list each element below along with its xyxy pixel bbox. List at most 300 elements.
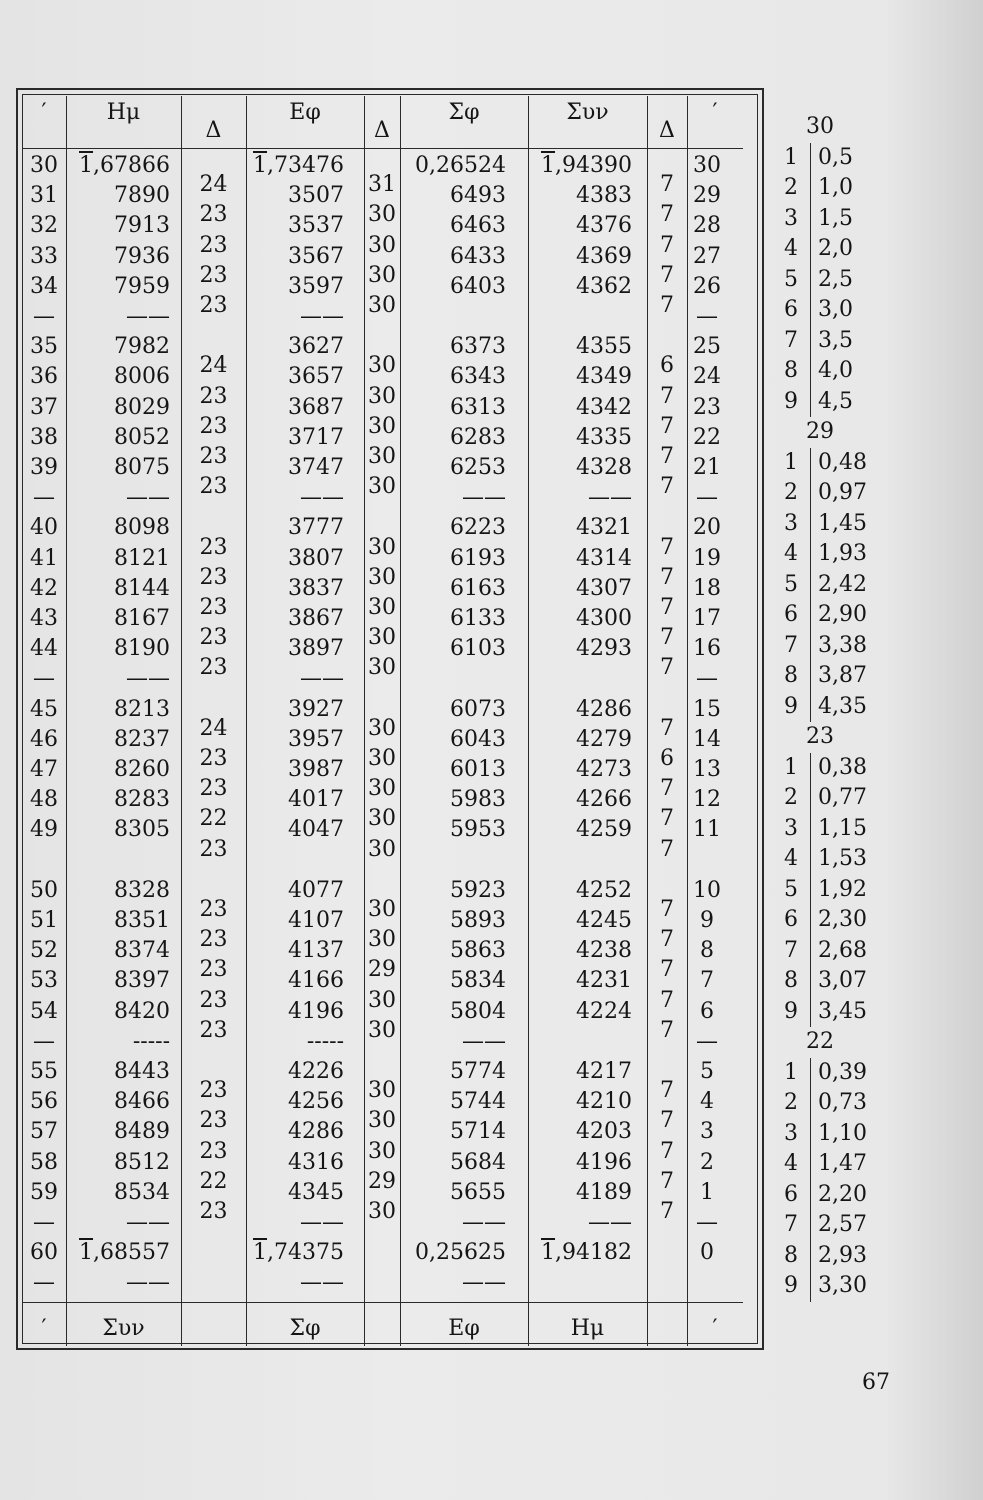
- diff-hm: 23: [199, 413, 228, 439]
- hm-value: 8237: [114, 726, 170, 752]
- pp-value: 4,35: [818, 693, 867, 719]
- minute-right: 17: [693, 606, 721, 631]
- diff-ef: 30: [368, 1108, 396, 1134]
- sf-value: ——: [462, 1270, 506, 1296]
- diff-sy: 7: [660, 443, 674, 469]
- diff-sy: 7: [660, 383, 674, 409]
- hm-value: 8029: [114, 394, 170, 420]
- ef-value: 4196: [288, 998, 344, 1024]
- sy-value: 4362: [576, 273, 632, 299]
- hm-value: 8121: [114, 545, 170, 571]
- minute-right: 27: [693, 243, 721, 269]
- diff-ef: 30: [368, 715, 396, 741]
- diff-hm: 23: [199, 474, 228, 500]
- sy-value: 4335: [576, 424, 632, 450]
- ef-value: 4166: [288, 968, 344, 994]
- hm-value: 8052: [114, 424, 170, 450]
- minute-right: 18: [693, 575, 721, 601]
- bar-digit: 1: [79, 1240, 94, 1266]
- ef-value: 3507: [288, 183, 344, 209]
- pp-value: 2,30: [818, 907, 867, 932]
- pp-value: 4,5: [818, 388, 853, 414]
- hm-value: 8374: [114, 938, 170, 964]
- diff-sy: 7: [660, 927, 674, 953]
- minute-right: 9: [700, 908, 714, 933]
- sy-value: 4210: [576, 1089, 632, 1115]
- bar-digit: 1: [79, 153, 94, 178]
- sf-value: 5834: [450, 968, 506, 994]
- sy-value: ——: [588, 1210, 632, 1235]
- minute-right: 7: [700, 968, 714, 994]
- hm-value: 8466: [114, 1089, 170, 1115]
- sf-value: 6373: [450, 334, 506, 360]
- hm-value: 7936: [114, 243, 170, 269]
- pp-value: 1,45: [818, 510, 867, 536]
- sy-value: 4293: [576, 636, 632, 662]
- diff-hm: 23: [199, 957, 228, 983]
- pp-value: 3,45: [818, 998, 867, 1024]
- diff-ef: 30: [368, 202, 396, 228]
- minute-right: 10: [693, 877, 721, 903]
- diff-sy: 7: [660, 806, 674, 832]
- sf-value: 6253: [450, 455, 506, 480]
- pp-index: 6: [784, 602, 798, 627]
- pp-value: 0,73: [818, 1090, 867, 1115]
- pp-index: 3: [784, 1120, 798, 1146]
- hm-value: 8283: [114, 787, 170, 813]
- sf-value: 6103: [450, 636, 506, 662]
- header-4: Δ: [374, 118, 390, 143]
- footer-header-5: Εφ: [448, 1316, 480, 1341]
- minute-right: —: [696, 1028, 718, 1054]
- hm-value: 8075: [114, 455, 170, 480]
- sy-value: 4203: [576, 1119, 632, 1145]
- minute-left: 55: [30, 1059, 58, 1084]
- diff-hm: 22: [199, 806, 228, 832]
- hm-value: 8512: [114, 1149, 170, 1175]
- minute-left: 57: [30, 1119, 58, 1145]
- bar-digit: 1: [253, 153, 268, 178]
- pp-index: 9: [784, 1273, 798, 1298]
- header-3: Εφ: [289, 100, 321, 125]
- pp-value: 3,30: [818, 1273, 867, 1298]
- diff-sy: 6: [660, 353, 674, 379]
- diff-hm: 23: [199, 1138, 228, 1164]
- minute-right: 0: [700, 1240, 714, 1266]
- sy-value: 4273: [576, 757, 632, 782]
- sf-value: ——: [462, 1028, 506, 1054]
- pp-value: 1,47: [818, 1151, 867, 1176]
- hm-value: 7959: [114, 273, 170, 299]
- ef-value: 4256: [288, 1089, 344, 1115]
- diff-ef: 30: [368, 806, 396, 832]
- sy-value: 4231: [576, 968, 632, 994]
- ef-value: 4286: [288, 1119, 344, 1145]
- pp-index: 7: [784, 937, 798, 963]
- diff-sy: 7: [660, 715, 674, 741]
- pp-index: 2: [784, 480, 798, 505]
- sy-value: 4238: [576, 938, 632, 964]
- minute-right: 25: [693, 334, 721, 360]
- header-8: ′: [712, 100, 718, 125]
- pp-value: 3,5: [818, 327, 853, 353]
- hm-value: 8006: [114, 364, 170, 390]
- header-2: Δ: [205, 118, 222, 143]
- diff-hm: 23: [199, 927, 228, 953]
- ef-value: 4345: [288, 1179, 344, 1205]
- diff-hm: 23: [199, 1078, 228, 1104]
- diff-hm: 23: [199, 564, 228, 590]
- sy-value: 4328: [576, 455, 632, 480]
- minute-right: —: [696, 304, 718, 329]
- minute-left: 45: [30, 696, 58, 722]
- hm-value: 8443: [114, 1059, 170, 1084]
- sf-value: 5863: [450, 938, 506, 964]
- diff-sy: 6: [660, 745, 674, 771]
- pp-index: 7: [784, 1212, 798, 1237]
- pp-divider: [810, 143, 811, 418]
- mantissa: ,94390: [555, 153, 632, 178]
- ef-value: 3537: [288, 213, 344, 239]
- minute-right: 16: [693, 636, 721, 662]
- header-rule: [22, 148, 743, 149]
- sf-value: 6403: [450, 273, 506, 299]
- pp-head: 30: [806, 114, 834, 139]
- pp-index: 6: [784, 1181, 798, 1207]
- minute-left: 52: [30, 938, 58, 964]
- pp-head: 23: [806, 724, 834, 749]
- sy-value: 4196: [576, 1149, 632, 1175]
- minute-left: 59: [30, 1179, 58, 1205]
- diff-ef: 30: [368, 745, 396, 771]
- diff-ef: 30: [368, 292, 396, 318]
- minute-right: 13: [693, 757, 721, 782]
- diff-hm: 23: [199, 896, 228, 922]
- minute-left: 39: [30, 455, 58, 480]
- mantissa: ,67866: [93, 153, 170, 178]
- mantissa: ,94182: [555, 1240, 632, 1266]
- pp-value: 1,53: [818, 846, 867, 871]
- diff-hm: 23: [199, 776, 228, 802]
- diff-hm: 23: [199, 1108, 228, 1134]
- header-5: Σφ: [448, 100, 480, 125]
- pp-index: 6: [784, 297, 798, 322]
- diff-ef: 30: [368, 353, 396, 379]
- sy-value: [528, 1242, 632, 1264]
- ef-value: 3957: [288, 726, 344, 752]
- pp-value: 0,39: [818, 1059, 867, 1085]
- ef-value: [246, 155, 344, 177]
- diff-hm: 23: [199, 232, 228, 258]
- pp-value: 2,42: [818, 571, 867, 597]
- diff-sy: 7: [660, 625, 674, 651]
- diff-ef: 30: [368, 927, 396, 953]
- pp-value: 2,20: [818, 1181, 867, 1207]
- ef-value: 4047: [288, 817, 344, 843]
- sy-value: 4369: [576, 243, 632, 269]
- diff-ef: 30: [368, 1198, 396, 1224]
- ef-value: ——: [300, 485, 344, 511]
- hm-value: ——: [126, 485, 170, 511]
- minute-left: —: [33, 304, 55, 329]
- diff-hm: 24: [199, 715, 228, 741]
- pp-index: 3: [784, 815, 798, 841]
- diff-hm: 23: [199, 1198, 228, 1224]
- minute-left: —: [33, 1028, 55, 1054]
- minute-left: 53: [30, 968, 58, 994]
- ef-value: 4077: [288, 877, 344, 903]
- header-1: Ημ: [106, 100, 141, 125]
- diff-hm: 23: [199, 1017, 228, 1043]
- pp-value: 3,87: [818, 663, 867, 688]
- pp-index: 8: [784, 663, 798, 688]
- ef-value: 3807: [288, 545, 344, 571]
- minute-right: 14: [693, 726, 721, 752]
- hm-value: 7890: [114, 183, 170, 209]
- mantissa: ,73476: [267, 153, 344, 178]
- pp-index: 1: [784, 449, 798, 475]
- minute-left: 51: [30, 908, 58, 933]
- minute-right: 1: [700, 1179, 714, 1205]
- sy-value: 4217: [576, 1059, 632, 1084]
- diff-ef: 29: [368, 957, 396, 983]
- hm-value: 8328: [114, 877, 170, 903]
- pp-index: 8: [784, 968, 798, 993]
- pp-index: 5: [784, 876, 798, 902]
- pp-value: 2,0: [818, 236, 853, 261]
- minute-left: —: [33, 485, 55, 511]
- diff-hm: 23: [199, 594, 228, 620]
- pp-value: 1,5: [818, 205, 853, 231]
- minute-left: 32: [30, 213, 58, 239]
- sf-value: 6073: [450, 696, 506, 722]
- hm-value: 8534: [114, 1179, 170, 1205]
- diff-sy: 7: [660, 172, 674, 198]
- minute-right: 26: [693, 273, 721, 299]
- sf-value: 5893: [450, 908, 506, 933]
- pp-divider: [810, 448, 811, 723]
- hm-value: 8098: [114, 515, 170, 541]
- minute-left: 42: [30, 575, 58, 601]
- footer-header-0: ′: [41, 1316, 47, 1341]
- pp-index: 9: [784, 693, 798, 719]
- minute-left: 50: [30, 877, 58, 903]
- sf-value: 6133: [450, 606, 506, 631]
- sf-value: 5804: [450, 998, 506, 1024]
- diff-sy: 7: [660, 1138, 674, 1164]
- sf-value: 6193: [450, 545, 506, 571]
- sf-value: 6343: [450, 364, 506, 390]
- minute-left: 36: [30, 364, 58, 390]
- diff-ef: 30: [368, 1138, 396, 1164]
- pp-value: 0,77: [818, 785, 867, 810]
- sf-value: 6493: [450, 183, 506, 209]
- hm-value: 8489: [114, 1119, 170, 1145]
- pp-value: 2,68: [818, 937, 867, 963]
- diff-ef: 30: [368, 836, 396, 862]
- minute-right: 15: [693, 696, 721, 722]
- pp-value: 2,93: [818, 1242, 867, 1268]
- minute-left: 49: [30, 817, 58, 843]
- minute-left: —: [33, 1210, 55, 1235]
- header-6: Συν: [566, 100, 609, 125]
- footer-header-3: Σφ: [289, 1316, 321, 1341]
- sy-value: 4376: [576, 213, 632, 239]
- pp-head: 29: [806, 419, 834, 444]
- diff-ef: 30: [368, 776, 396, 802]
- pp-divider: [810, 1058, 811, 1302]
- mantissa: ,74375: [267, 1240, 344, 1266]
- minute-left: 40: [30, 515, 58, 541]
- diff-hm: 23: [199, 625, 228, 651]
- bar-digit: 1: [541, 153, 556, 178]
- sy-value: 4300: [576, 606, 632, 631]
- ef-value: 4316: [288, 1149, 344, 1175]
- minute-right: —: [696, 666, 718, 692]
- diff-ef: 30: [368, 443, 396, 469]
- pp-value: 0,48: [818, 449, 867, 475]
- minute-right: —: [696, 485, 718, 511]
- sf-value: 5983: [450, 787, 506, 813]
- minute-right: —: [696, 1210, 718, 1235]
- pp-index: 3: [784, 205, 798, 231]
- sy-value: 4342: [576, 394, 632, 420]
- diff-ef: 30: [368, 262, 396, 288]
- ef-value: 3567: [288, 243, 344, 269]
- pp-value: 1,10: [818, 1120, 867, 1146]
- minute-left: —: [33, 1270, 55, 1296]
- minute-right: 28: [693, 213, 721, 239]
- diff-sy: 7: [660, 655, 674, 681]
- diff-ef: 30: [368, 232, 396, 258]
- minute-left: 56: [30, 1089, 58, 1115]
- ef-value: 4107: [288, 908, 344, 933]
- ef-value: [246, 1242, 344, 1264]
- diff-ef: 30: [368, 534, 396, 560]
- diff-sy: 7: [660, 987, 674, 1013]
- minute-right: 8: [700, 938, 714, 964]
- diff-sy: 7: [660, 1168, 674, 1194]
- pp-index: 2: [784, 1090, 798, 1115]
- ef-value: ——: [300, 666, 344, 692]
- ef-value: 3777: [288, 515, 344, 541]
- hm-value: 8351: [114, 908, 170, 933]
- diff-ef: 30: [368, 383, 396, 409]
- sy-value: 4349: [576, 364, 632, 390]
- ef-value: 3627: [288, 334, 344, 360]
- diff-hm: 23: [199, 443, 228, 469]
- hm-value: ——: [126, 304, 170, 329]
- pp-index: 7: [784, 632, 798, 658]
- sy-value: 4321: [576, 515, 632, 541]
- minute-right: 3: [700, 1119, 714, 1145]
- sf-value: 5655: [450, 1179, 506, 1205]
- minute-left: 48: [30, 787, 58, 813]
- sf-value: 5684: [450, 1149, 506, 1175]
- ef-value: 3717: [288, 424, 344, 450]
- diff-sy: 7: [660, 1078, 674, 1104]
- sy-value: 4266: [576, 787, 632, 813]
- ef-value: 4017: [288, 787, 344, 813]
- diff-sy: 7: [660, 1198, 674, 1224]
- sy-value: 4355: [576, 334, 632, 360]
- pp-value: 2,5: [818, 266, 853, 292]
- pp-index: 5: [784, 571, 798, 597]
- hm-value: ——: [126, 1270, 170, 1296]
- diff-ef: 30: [368, 1078, 396, 1104]
- diff-ef: 30: [368, 896, 396, 922]
- minute-left: —: [33, 666, 55, 692]
- pp-index: 4: [784, 236, 798, 261]
- bar-digit: 1: [541, 1240, 556, 1266]
- sf-value: 6433: [450, 243, 506, 269]
- sf-value: 5774: [450, 1059, 506, 1084]
- diff-sy: 7: [660, 474, 674, 500]
- sf-value: 0,25625: [415, 1240, 506, 1266]
- diff-hm: 23: [199, 745, 228, 771]
- sf-value: ——: [462, 1210, 506, 1235]
- ef-value: 3597: [288, 273, 344, 299]
- bar-digit: 1: [253, 1240, 268, 1266]
- hm-value: 8144: [114, 575, 170, 601]
- sf-value: 5714: [450, 1119, 506, 1145]
- diff-hm: 23: [199, 202, 228, 228]
- hm-value: ——: [126, 666, 170, 692]
- pp-index: 4: [784, 541, 798, 566]
- sf-value: 6463: [450, 213, 506, 239]
- hm-value: -----: [132, 1028, 170, 1054]
- diff-sy: 7: [660, 1108, 674, 1134]
- sy-value: 4314: [576, 545, 632, 571]
- pp-value: 3,0: [818, 297, 853, 322]
- diff-ef: 30: [368, 625, 396, 651]
- pp-index: 2: [784, 785, 798, 810]
- sf-value: 5744: [450, 1089, 506, 1115]
- minute-left: 44: [30, 636, 58, 662]
- ef-value: 3747: [288, 455, 344, 480]
- hm-value: 8305: [114, 817, 170, 843]
- diff-sy: 7: [660, 232, 674, 258]
- diff-ef: 29: [368, 1168, 396, 1194]
- header-0: ′: [41, 100, 47, 125]
- minute-right: 22: [693, 424, 721, 450]
- diff-ef: 30: [368, 1017, 396, 1043]
- diff-sy: 7: [660, 1017, 674, 1043]
- hm-value: 8420: [114, 998, 170, 1024]
- minute-left: 37: [30, 394, 58, 420]
- minute-right: 24: [693, 364, 721, 390]
- sy-value: [528, 155, 632, 177]
- pp-index: 5: [784, 266, 798, 292]
- hm-value: [66, 1242, 170, 1264]
- minute-left: 33: [30, 243, 58, 269]
- diff-sy: 7: [660, 534, 674, 560]
- minute-right: 11: [693, 817, 721, 843]
- pp-index: 6: [784, 907, 798, 932]
- sf-value: ——: [462, 485, 506, 511]
- sf-value: 6283: [450, 424, 506, 450]
- ef-value: 3927: [288, 696, 344, 722]
- sy-value: 4259: [576, 817, 632, 843]
- pp-value: 1,92: [818, 876, 867, 902]
- sy-value: 4252: [576, 877, 632, 903]
- sf-value: 6013: [450, 757, 506, 782]
- minute-left: 35: [30, 334, 58, 360]
- hm-value: [66, 155, 170, 177]
- diff-hm: 23: [199, 292, 228, 318]
- pp-value: 2,57: [818, 1212, 867, 1237]
- minute-left: 46: [30, 726, 58, 752]
